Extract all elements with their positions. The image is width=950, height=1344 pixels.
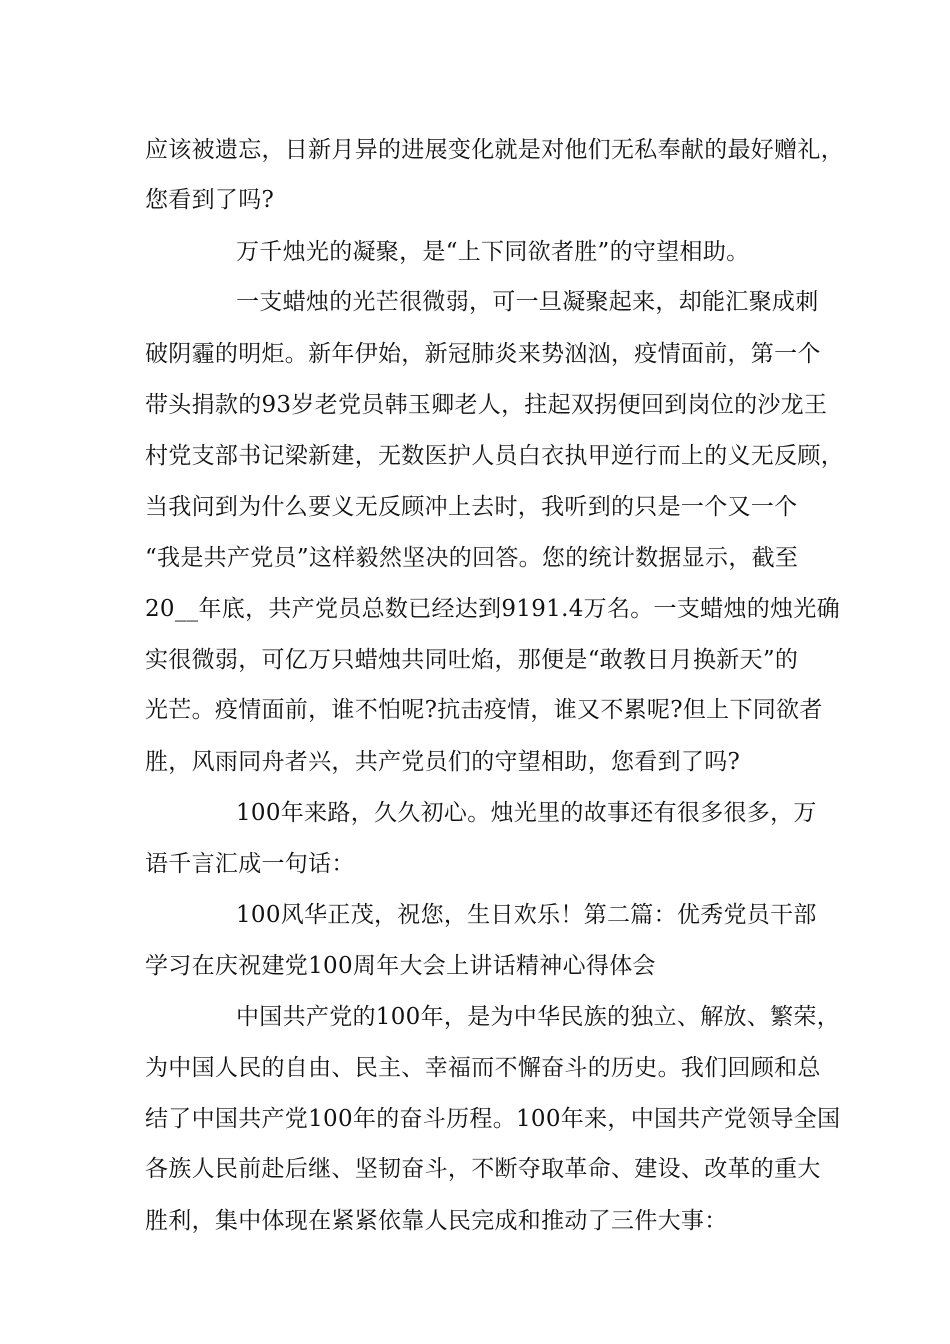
text-line: 破阴霾的明炬。新年伊始，新冠肺炎来势汹汹，疫情面前，第一个: [145, 341, 821, 367]
text-line: 20__年底，共产党员总数已经达到9191.4万名。一支蜡烛的烛光确: [145, 596, 840, 622]
text-line: 胜，风雨同舟者兴，共产党员们的守望相助，您看到了吗?: [145, 749, 741, 775]
text-line: 带头捐款的93岁老党员韩玉卿老人，拄起双拐便回到岗位的沙龙王: [145, 392, 828, 418]
paragraph-first-line: 100年来路，久久初心。烛光里的故事还有很多很多，万: [236, 800, 817, 826]
paragraph-first-line: 万千烛光的凝聚，是“上下同欲者胜”的守望相助。: [236, 239, 750, 265]
text-line: 为中国人民的自由、民主、幸福而不懈奋斗的历史。我们回顾和总: [145, 1055, 821, 1081]
paragraph-first-line: 中国共产党的100年，是为中华民族的独立、解放、繁荣，: [236, 1004, 840, 1030]
text-line: 光芒。疫情面前，谁不怕呢?抗击疫情，谁又不累呢?但上下同欲者: [145, 697, 823, 723]
text-line: 村党支部书记梁新建，无数医护人员白衣执甲逆行而上的义无反顾，: [145, 443, 844, 469]
paragraph-first-line: 100风华正茂，祝您，生日欢乐！第二篇：优秀党员干部: [236, 902, 817, 928]
text-line: 应该被遗忘，日新月异的进展变化就是对他们无私奉献的最好赠礼，: [145, 137, 844, 163]
text-line: 当我问到为什么要义无反顾冲上去时，我听到的只是一个又一个: [145, 494, 798, 520]
text-line: 您看到了吗?: [145, 187, 275, 213]
text-line: “我是共产党员”这样毅然坚决的回答。您的统计数据显示，截至: [145, 545, 799, 571]
section-title-line: 学习在庆祝建党100周年大会上讲话精神心得体会: [145, 953, 656, 979]
text-line: 语千言汇成一句话：: [145, 851, 355, 877]
text-line: 胜利，集中体现在紧紧依靠人民完成和推动了三件大事：: [145, 1208, 728, 1234]
text-line: 实很微弱，可亿万只蜡烛共同吐焰，那便是“敢教日月换新天”的: [145, 647, 799, 673]
paragraph-first-line: 一支蜡烛的光芒很微弱，可一旦凝聚起来，却能汇聚成刺: [236, 289, 819, 315]
text-line: 结了中国共产党100年的奋斗历程。100年来，中国共产党领导全国: [145, 1106, 841, 1132]
text-line: 各族人民前赴后继、坚韧奋斗，不断夺取革命、建设、改革的重大: [145, 1156, 821, 1182]
